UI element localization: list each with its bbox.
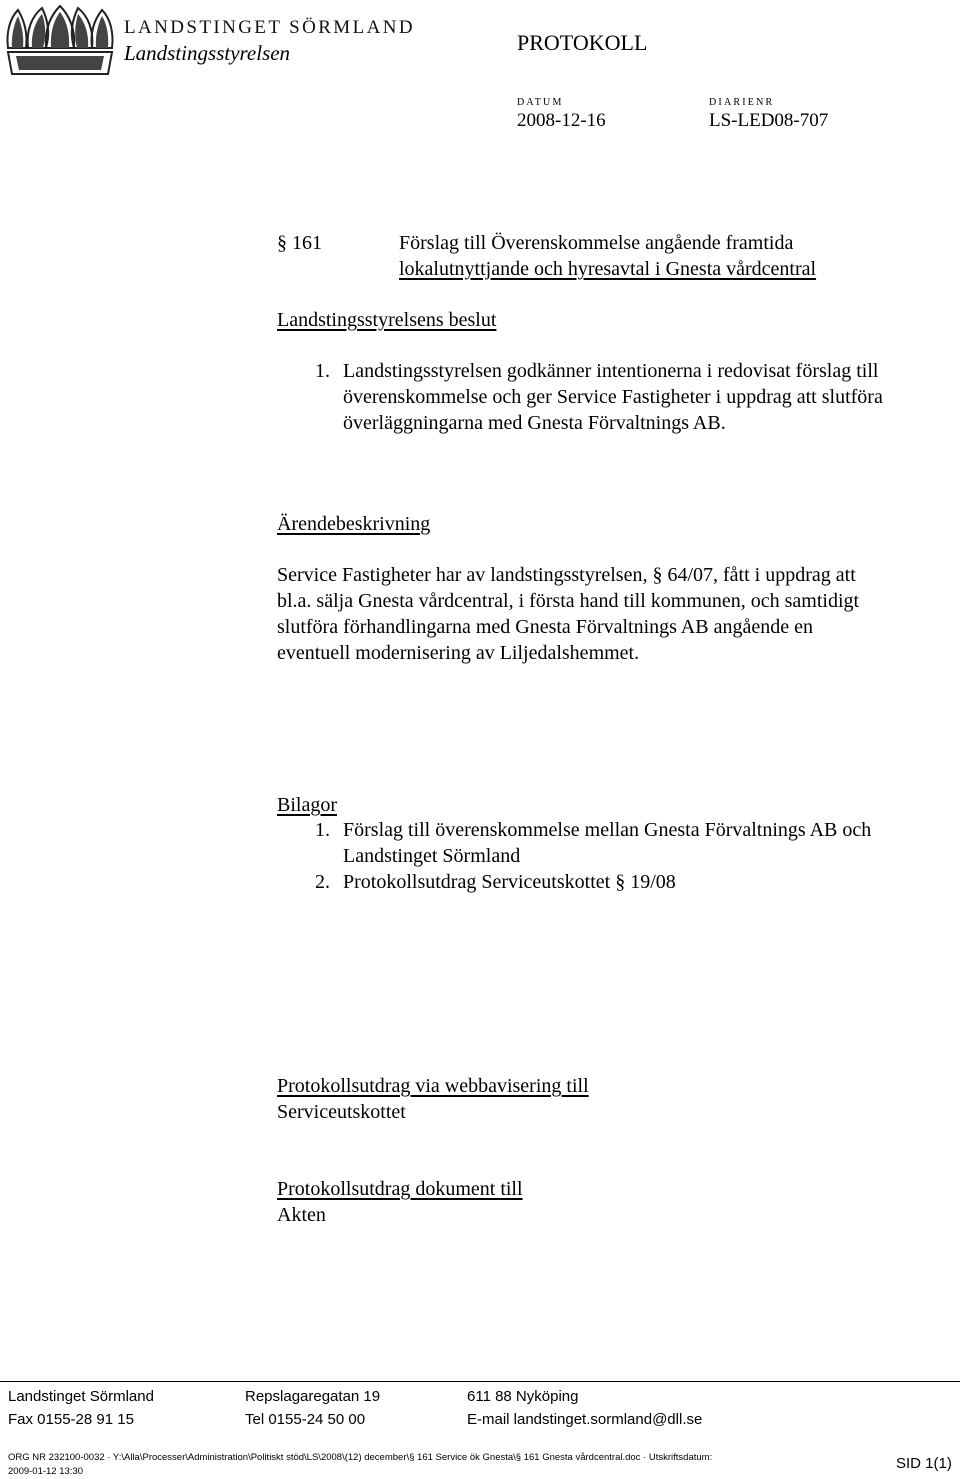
footer-org: Landstinget Sörmland	[8, 1388, 154, 1405]
page-number: SID 1(1)	[896, 1455, 952, 1472]
footer-fax: Fax 0155-28 91 15	[8, 1411, 134, 1428]
org-name: LANDSTINGET SÖRMLAND	[124, 17, 415, 38]
document-type: PROTOKOLL	[517, 30, 648, 55]
attachment-1-line-1: Förslag till överenskommelse mellan Gnesta Förvaltnings AB och	[343, 819, 872, 841]
attachment-1-line-2: Landstinget Sörmland	[343, 845, 521, 867]
attachment-1-number: 1.	[315, 819, 330, 841]
distribution-web	[277, 1073, 589, 1125]
tulip-logo-icon	[4, 4, 116, 78]
footer-meta-line-2: 2009-01-12 13:30	[8, 1466, 84, 1477]
section-sign: §	[277, 232, 292, 254]
decision-item-number: 1.	[315, 360, 330, 382]
distribution-doc-recipient: Akten	[277, 1204, 326, 1226]
decision-line-2: överenskommelse och ger Service Fastigheter i uppdrag att slutföra	[343, 386, 883, 408]
date-value: 2008-12-16	[517, 110, 606, 131]
footer-divider	[0, 1381, 960, 1382]
distribution-doc-heading: Protokollsutdrag dokument till	[277, 1178, 523, 1200]
attachment-2: Protokollsutdrag Serviceutskottet § 19/08	[343, 871, 676, 893]
decision-line-1: Landstingsstyrelsen godkänner intentionerna i redovisat förslag till	[343, 360, 879, 382]
description-line-1: Service Fastigheter har av landstingsstyrelsen, § 64/07, fått i uppdrag att	[277, 564, 856, 586]
date-label: DATUM	[517, 97, 564, 108]
distribution-web-heading: Protokollsutdrag via webbavisering till	[277, 1075, 589, 1097]
description-line-4: eventuell modernisering av Liljedalshemmet.	[277, 642, 640, 664]
attachment-2-number: 2.	[315, 871, 330, 893]
org-subtitle: Landstingsstyrelsen	[124, 41, 291, 65]
attachment-1	[343, 817, 871, 869]
diary-value: LS-LED08-707	[709, 110, 829, 131]
section-number-value: 161	[292, 232, 322, 254]
distribution-doc	[277, 1176, 523, 1228]
decision-item	[343, 358, 883, 436]
footer-email: E-mail landstinget.sormland@dll.se	[467, 1411, 703, 1428]
decision-heading: Landstingsstyrelsens beslut	[277, 309, 497, 331]
description-body	[277, 562, 859, 666]
section-number	[277, 230, 322, 256]
distribution-web-recipient: Serviceutskottet	[277, 1101, 406, 1123]
diary-label: DIARIENR	[709, 97, 775, 108]
description-heading: Ärendebeskrivning	[277, 513, 431, 535]
decision-line-3: överläggningarna med Gnesta Förvaltnings AB.	[343, 412, 726, 434]
footer-meta-line-1: ORG NR 232100-0032 · Y:\Alla\Processer\Administration\Politiskt stöd\LS\2008\(12) december\§ 161 Service ök Gnesta\§ 161 Gnesta vårdcentral.doc · Utskriftsdatum:	[8, 1452, 713, 1463]
description-line-2: bl.a. sälja Gnesta vårdcentral, i första hand till kommunen, och samtidigt	[277, 590, 860, 612]
section-title	[399, 230, 816, 282]
description-line-3: slutföra förhandlingarna med Gnesta Förvaltnings AB angående en	[277, 616, 813, 638]
footer-postal: 611 88 Nyköping	[467, 1388, 579, 1405]
attachments-heading: Bilagor	[277, 794, 337, 816]
footer-tel: Tel 0155-24 50 00	[245, 1411, 366, 1428]
section-title-line-1: Förslag till Överenskommelse angående framtida	[399, 232, 794, 254]
section-title-line-2: lokalutnyttjande och hyresavtal i Gnesta vårdcentral	[399, 258, 817, 280]
footer-address: Repslagaregatan 19	[245, 1388, 381, 1405]
